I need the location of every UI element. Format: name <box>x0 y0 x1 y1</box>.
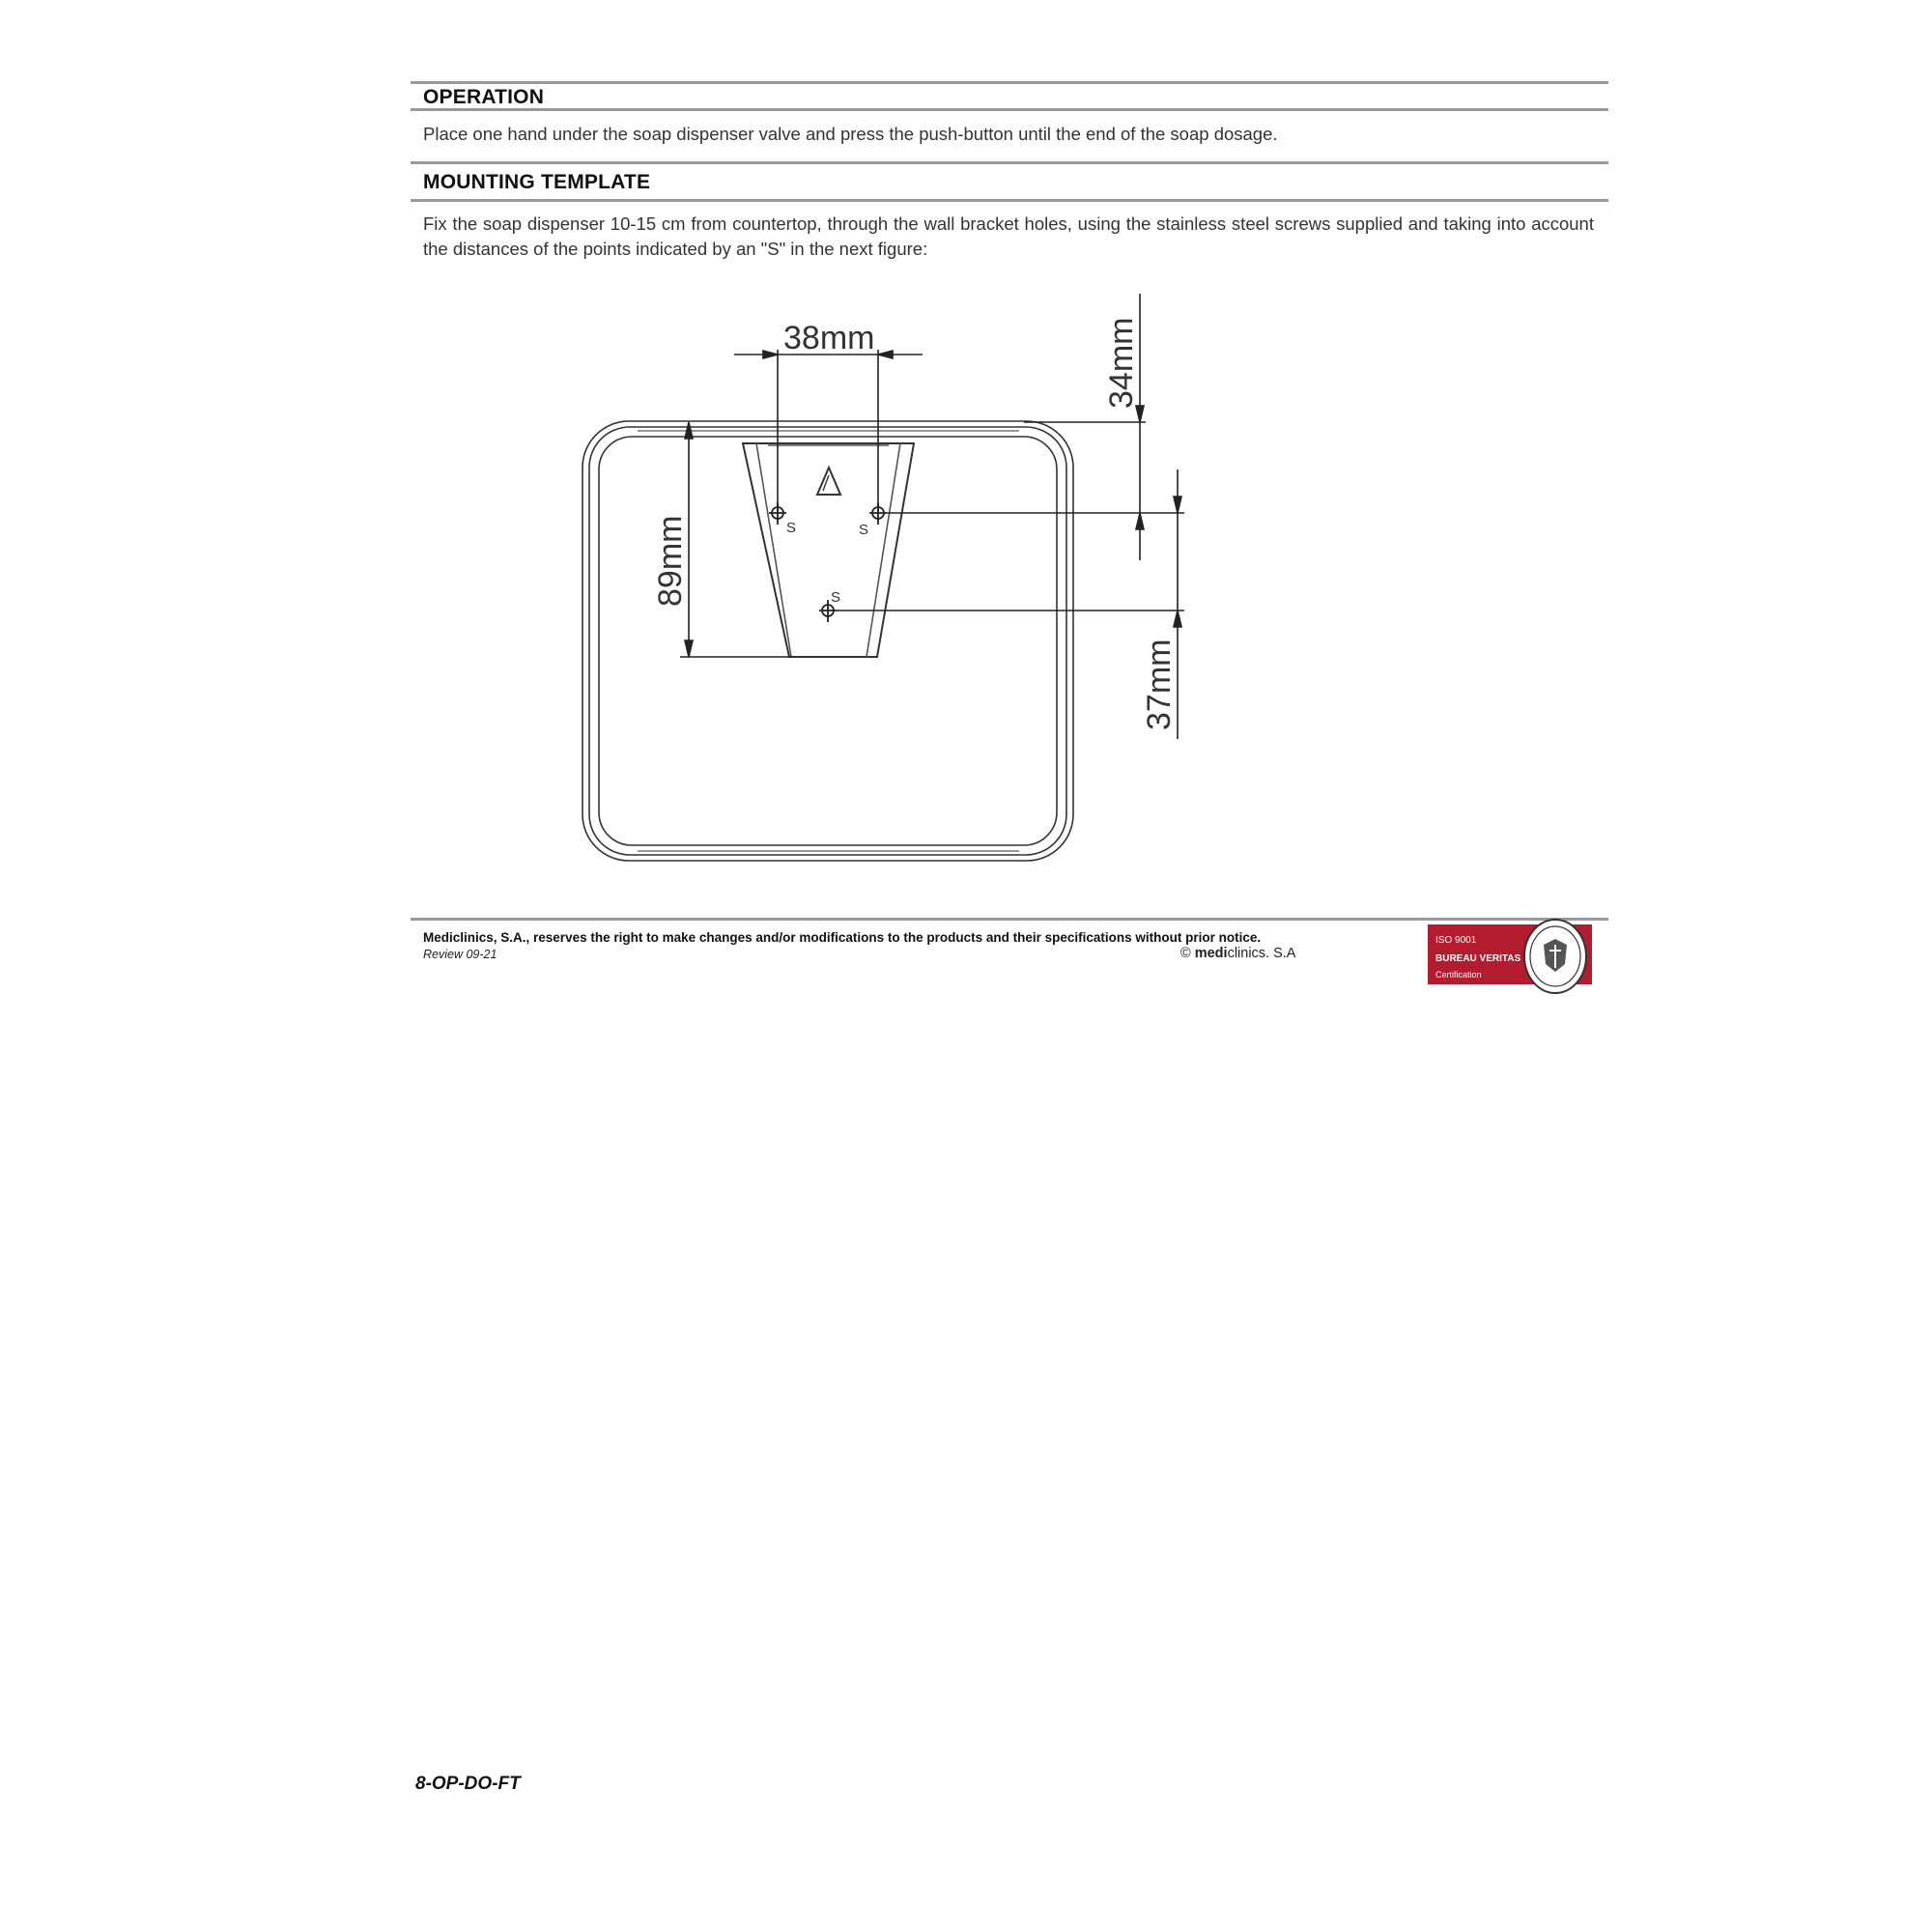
rule-footer <box>411 918 1608 921</box>
dim-label-37mm: 37mm <box>1141 639 1178 730</box>
page-code: 8-OP-DO-FT <box>415 1774 521 1794</box>
dim-label-34mm: 34mm <box>1103 317 1140 409</box>
cert-sub: Certification <box>1435 970 1482 980</box>
footer-review: Review 09-21 <box>423 948 497 961</box>
cert-name: BUREAU VERITAS <box>1435 953 1521 964</box>
dim-label-38mm: 38mm <box>783 320 875 356</box>
bureau-veritas-seal-icon <box>1517 916 1594 997</box>
brand-bold: medi <box>1194 946 1228 961</box>
mounting-text: Fix the soap dispenser 10-15 cm from countertop, through the wall bracket holes, using the stainless steel screws supplied and taking into account the distances of the points indicated by an "S" in the next figure: <box>423 213 1594 259</box>
dispenser-outline-inner <box>599 437 1057 845</box>
dim-label-89mm: 89mm <box>652 515 689 607</box>
cert-iso: ISO 9001 <box>1435 935 1477 946</box>
screw-label-left: S <box>786 520 797 536</box>
footer-copyright <box>1180 946 1295 961</box>
warning-triangle <box>817 468 840 495</box>
copyright-symbol: © <box>1180 946 1191 961</box>
operation-text: Place one hand under the soap dispenser valve and press the push-button until the end of the soap dosage. <box>423 124 1278 144</box>
footer-notice: Mediclinics, S.A., reserves the right to make changes and/or modifications to the products and their specifications without prior notice. <box>423 930 1262 945</box>
mounting-title: MOUNTING TEMPLATE <box>423 171 651 193</box>
screw-label-right: S <box>859 522 869 538</box>
operation-title: OPERATION <box>423 86 545 108</box>
brand-rest: clinics. S.A <box>1227 946 1296 961</box>
dispenser-outline-middle <box>589 427 1066 855</box>
screw-label-bottom: S <box>831 589 841 606</box>
dispenser-outline-outer <box>582 421 1073 861</box>
